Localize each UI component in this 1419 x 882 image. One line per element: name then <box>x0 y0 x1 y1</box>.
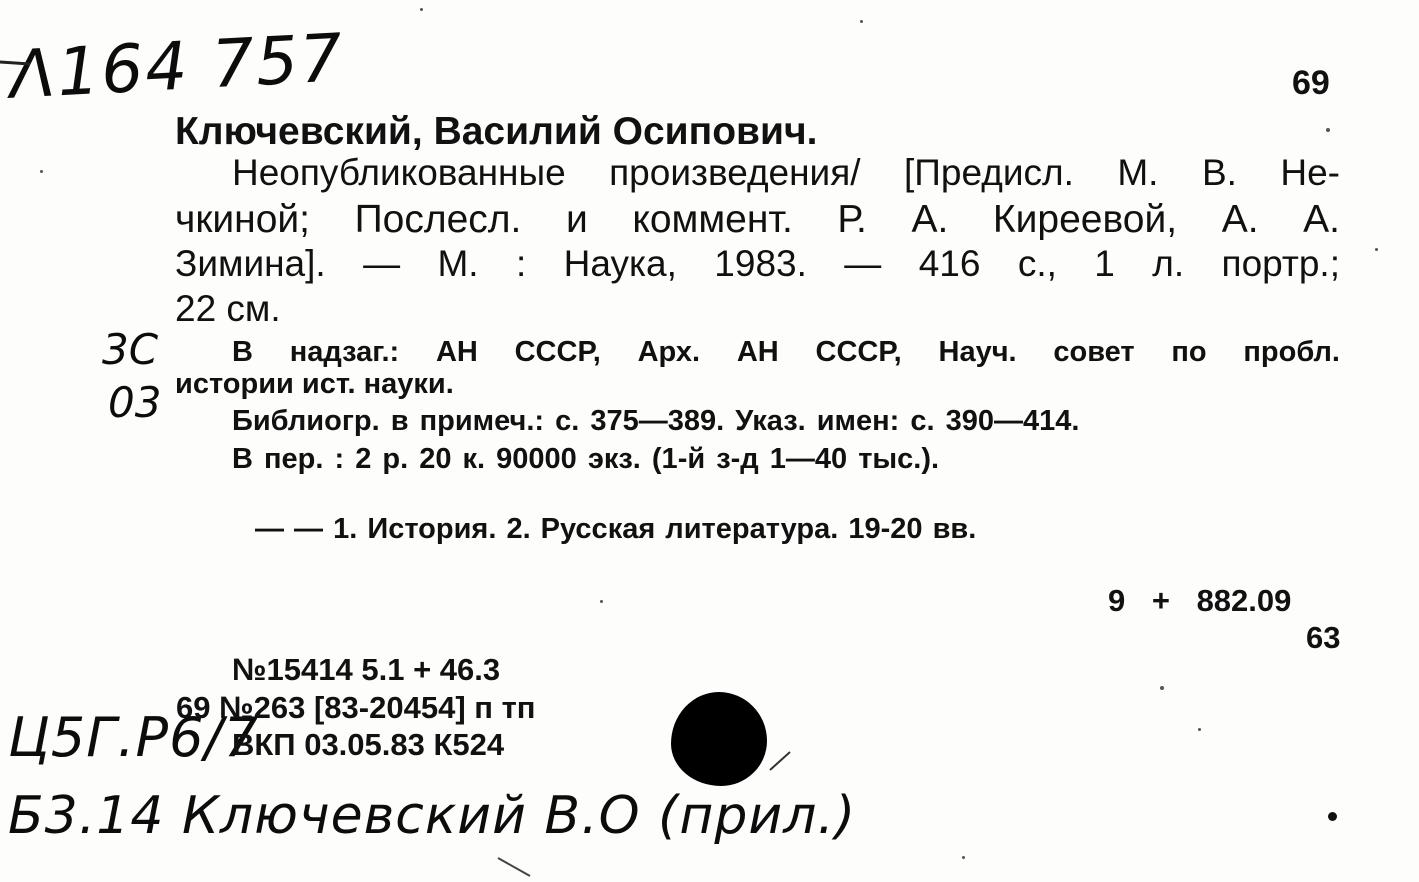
scan-speck <box>1326 128 1330 132</box>
imprint-line-3: ВКП 03.05.83 К524 <box>232 727 505 762</box>
scan-speck <box>1160 686 1164 690</box>
note-line-3: Библиогр. в примеч.: с. 375—389. Указ. имен: с. 390—414. <box>232 405 1080 437</box>
title-line-4: 22 см. <box>175 288 281 329</box>
card-page-number: 69 <box>1292 64 1330 102</box>
class-number-line-1: 9 + 882.09 <box>1108 583 1292 618</box>
imprint-line-2: 69 №263 [83-20454] п тп <box>176 690 536 725</box>
scan-speck <box>40 170 43 173</box>
title-line-2: чкиной; Послесл. и коммент. Р. А. Киреевой, А. А. <box>175 198 1340 241</box>
scan-speck <box>1328 812 1337 821</box>
title-line-1: Неопубликованные произведения/ [Предисл. М. В. Не- <box>232 152 1340 193</box>
note-line-4: В пер. : 2 р. 20 к. 90000 экз. (1-й з-д 1—40 тыс.). <box>232 443 940 475</box>
class-number-line-2: 63 <box>1306 620 1341 655</box>
imprint-line-1: №15414 5.1 + 46.3 <box>232 652 501 687</box>
note-line-1: В надзаг.: АН СССР, Арх. АН СССР, Науч. совет по пробл. <box>232 336 1340 368</box>
handwritten-bottom-note: Б3.14 Ключевский В.О (прил.) <box>8 786 857 846</box>
handwritten-side-code-1: 3С <box>102 325 159 374</box>
scan-speck <box>860 20 863 23</box>
title-line-3: Зимина]. — М. : Наука, 1983. — 416 с., 1 л. портр.; <box>175 243 1340 284</box>
handwritten-side-code-2: 03 <box>108 378 162 427</box>
note-line-2: истории ист. науки. <box>175 368 454 400</box>
scan-speck <box>1375 248 1378 251</box>
scan-speck <box>1198 728 1201 731</box>
scan-speck <box>420 8 423 11</box>
author-heading: Ключевский, Василий Осипович. <box>175 110 818 153</box>
scan-speck <box>600 600 603 603</box>
subject-headings: — — 1. История. 2. Русская литература. 19-20 вв. <box>255 513 977 545</box>
handwritten-bottom-code: Ц5Г.Р6/7 <box>8 706 259 769</box>
ink-blot <box>671 692 767 786</box>
handwritten-shelf-mark: Λ164 757 <box>8 19 346 114</box>
scan-speck <box>962 856 965 859</box>
